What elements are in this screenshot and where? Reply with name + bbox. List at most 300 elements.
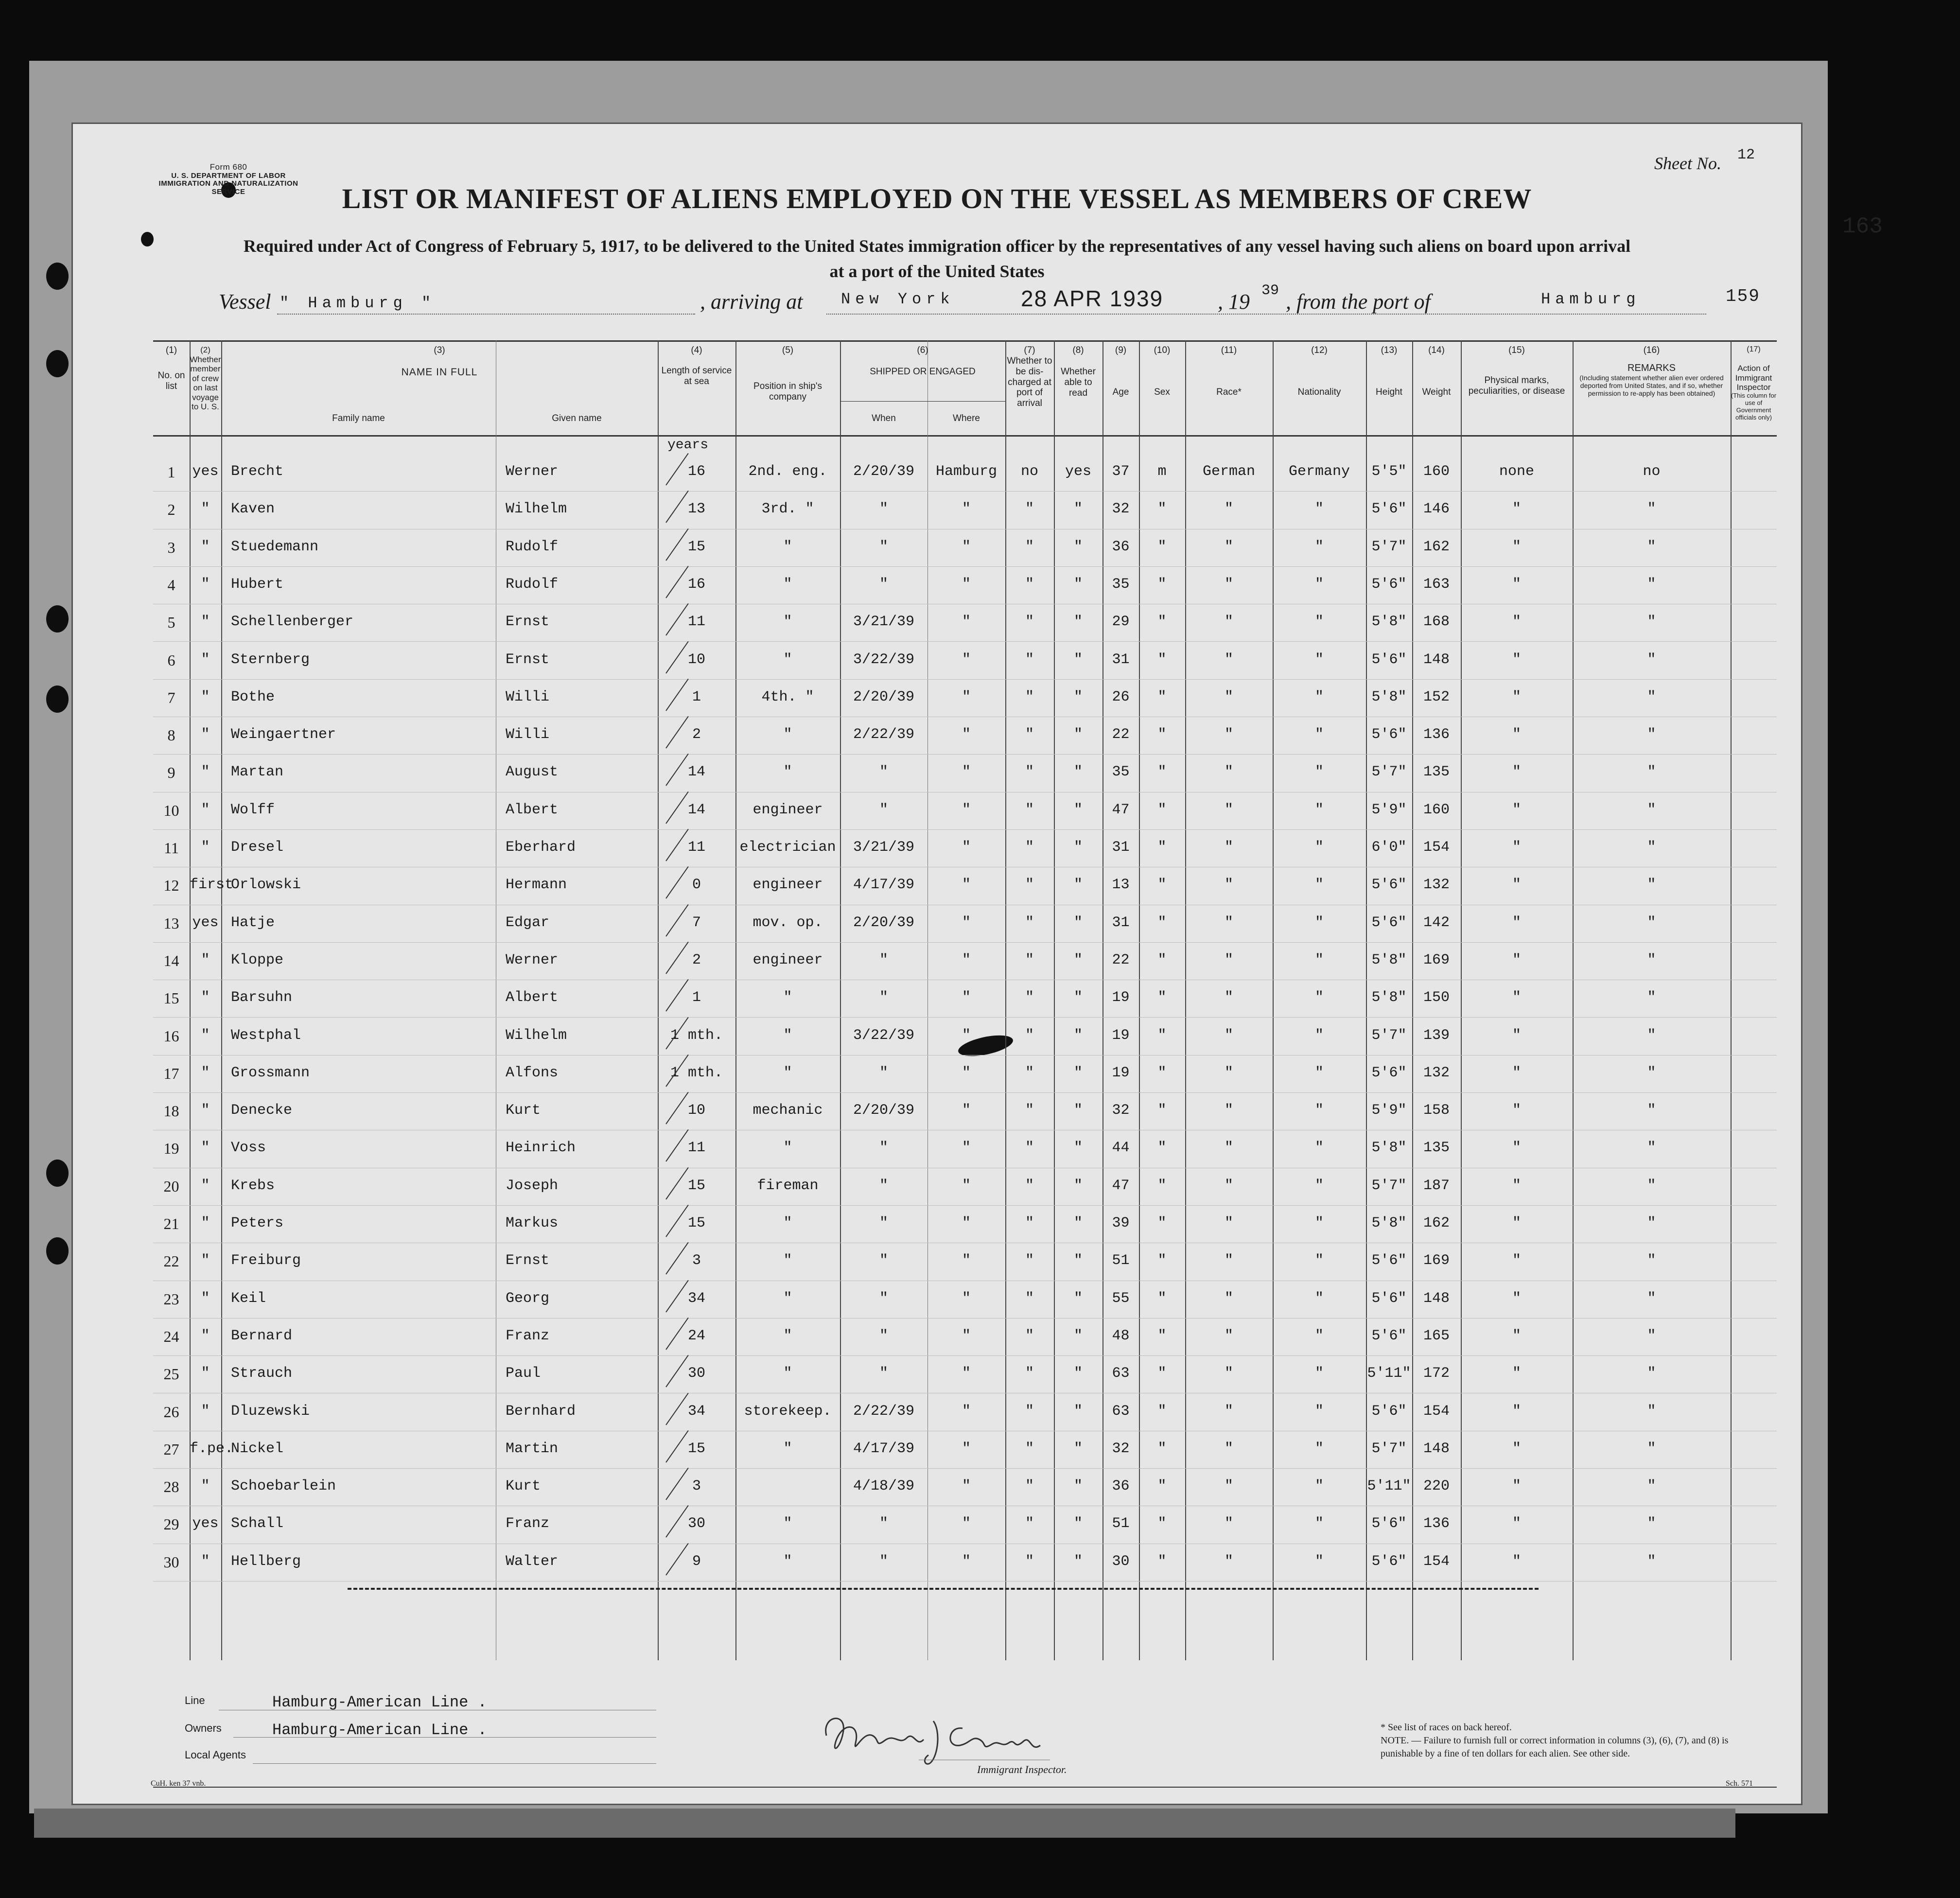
cell-when: ": [879, 951, 888, 968]
cell-position: 2nd. eng.: [748, 463, 827, 480]
cell-remarks: ": [1647, 1515, 1656, 1532]
cell-read: ": [1073, 1515, 1083, 1532]
cell-marks: ": [1512, 576, 1521, 593]
cell-discharged: no: [1020, 463, 1038, 480]
cell-height: 5'6": [1371, 1064, 1407, 1081]
cell-read: ": [1073, 1327, 1083, 1344]
cell-weight: 148: [1423, 1440, 1450, 1457]
table-bottom-rule: [153, 1787, 1777, 1788]
cell-sex: ": [1157, 1102, 1167, 1119]
cell-no: 18: [163, 1102, 179, 1120]
department-name: U. S. DEPARTMENT OF LABOR: [171, 171, 286, 180]
cell-weight: 150: [1423, 989, 1450, 1006]
cell-family: Bothe: [231, 688, 275, 705]
cell-weight: 132: [1423, 877, 1450, 894]
cell-nationality: ": [1314, 1027, 1324, 1044]
cell-sex: ": [1157, 1440, 1167, 1457]
col17-header: (17) Action of Immigrant Inspector (This column for use of Government officials only): [1731, 345, 1777, 421]
cell-race: ": [1224, 914, 1233, 931]
cell-given: Walter: [506, 1553, 559, 1570]
cell-read: ": [1073, 1177, 1083, 1194]
cell-discharged: ": [1025, 1027, 1034, 1044]
cell-where: ": [962, 1478, 971, 1495]
cell-when: ": [879, 989, 888, 1006]
edge-page-number: 163: [1842, 214, 1883, 239]
table-row: [153, 943, 1777, 981]
cell-no: 10: [163, 801, 179, 819]
cell-family: Sternberg: [231, 651, 310, 668]
cell-crew: ": [201, 1027, 210, 1044]
owners-value: Hamburg-American Line .: [272, 1721, 487, 1739]
cell-height: 5'11": [1367, 1365, 1411, 1382]
cell-sex: ": [1157, 1027, 1167, 1044]
cell-service: 2: [692, 951, 701, 968]
signature-icon: [817, 1702, 1069, 1770]
cell-service: 7: [692, 914, 701, 931]
cell-remarks: ": [1647, 1140, 1656, 1157]
cell-nationality: ": [1314, 1553, 1324, 1570]
table-row: [153, 1356, 1777, 1394]
row-rule: [153, 1355, 1777, 1356]
cell-weight: 187: [1423, 1177, 1450, 1194]
cell-crew: ": [201, 1553, 210, 1570]
cell-where: ": [962, 1027, 971, 1044]
row-rule: [153, 1205, 1777, 1206]
cell-weight: 154: [1423, 839, 1450, 856]
cell-given: Georg: [506, 1290, 550, 1307]
cell-position: ": [783, 614, 792, 631]
cell-crew: ": [201, 538, 210, 555]
cell-read: ": [1073, 1027, 1083, 1044]
cell-where: ": [962, 1064, 971, 1081]
cell-when: ": [879, 1290, 888, 1307]
cell-position: ": [783, 764, 792, 781]
table-row: [153, 1282, 1777, 1319]
cell-height: 5'6": [1371, 1515, 1407, 1532]
departure-port: Hamburg: [1541, 290, 1641, 308]
cell-race: ": [1224, 1027, 1233, 1044]
cell-service: 1 mth.: [670, 1064, 723, 1081]
cell-read: ": [1073, 576, 1083, 593]
cell-age: 31: [1112, 839, 1130, 856]
cell-family: Keil: [231, 1290, 266, 1307]
row-rule: [153, 1468, 1777, 1469]
cell-race: ": [1224, 1515, 1233, 1532]
cell-race: ": [1224, 1290, 1233, 1307]
cell-nationality: ": [1314, 1440, 1324, 1457]
cell-service: 11: [687, 839, 705, 856]
cell-service: 30: [687, 1515, 705, 1532]
cell-marks: ": [1512, 1252, 1521, 1269]
cell-weight: 162: [1423, 538, 1450, 555]
cell-discharged: ": [1025, 1403, 1034, 1420]
arriving-label: , arriving at: [700, 290, 803, 314]
cell-given: Rudolf: [506, 576, 559, 593]
cell-sex: ": [1157, 651, 1167, 668]
table-row: [153, 680, 1777, 718]
cell-sex: ": [1157, 1403, 1167, 1420]
cell-crew: ": [201, 764, 210, 781]
cell-position: ": [783, 1440, 792, 1457]
cell-discharged: ": [1025, 576, 1034, 593]
table-row: [153, 1056, 1777, 1093]
cell-family: Stuedemann: [231, 538, 319, 555]
cell-position: mov. op.: [752, 914, 823, 931]
cell-given: Willi: [506, 688, 550, 705]
cell-when: 4/17/39: [853, 1440, 915, 1457]
cell-weight: 135: [1423, 1140, 1450, 1157]
cell-race: ": [1224, 764, 1233, 781]
cell-discharged: ": [1025, 1327, 1034, 1344]
cell-read: ": [1073, 801, 1083, 818]
cell-sex: ": [1157, 1365, 1167, 1382]
cell-marks: ": [1512, 877, 1521, 894]
cell-family: Schall: [231, 1515, 284, 1532]
cell-given: Martin: [506, 1440, 559, 1457]
cell-read: ": [1073, 839, 1083, 856]
cell-crew: yes: [192, 914, 219, 931]
cell-given: Paul: [506, 1365, 541, 1382]
cell-position: ": [783, 726, 792, 743]
cell-no: 6: [167, 651, 175, 669]
cell-marks: ": [1512, 914, 1521, 931]
punch-hole-icon: [46, 1237, 69, 1265]
cell-height: 5'11": [1367, 1478, 1411, 1495]
cell-family: Dluzewski: [231, 1403, 310, 1420]
line-value: Hamburg-American Line .: [272, 1693, 487, 1711]
col7-header: (7) Whether to be dis-charged at port of arrival: [1007, 345, 1052, 409]
cell-service: 34: [687, 1290, 705, 1307]
cell-when: ": [879, 538, 888, 555]
cell-crew: ": [201, 1290, 210, 1307]
cell-family: Kaven: [231, 501, 275, 518]
cell-when: 3/22/39: [853, 651, 915, 668]
cell-race: ": [1224, 726, 1233, 743]
cell-family: Krebs: [231, 1177, 275, 1194]
cell-position: 3rd. ": [761, 501, 814, 518]
cell-position: ": [783, 1365, 792, 1382]
cell-nationality: ": [1314, 1327, 1324, 1344]
cell-age: 48: [1112, 1327, 1130, 1344]
cell-age: 36: [1112, 538, 1130, 555]
table-row: [153, 567, 1777, 605]
table-row: [153, 1469, 1777, 1507]
cell-given: Werner: [506, 463, 559, 480]
cell-nationality: ": [1314, 951, 1324, 968]
cell-service: 15: [687, 1440, 705, 1457]
cell-where: ": [962, 1440, 971, 1457]
cell-marks: ": [1512, 614, 1521, 631]
cell-discharged: ": [1025, 1102, 1034, 1119]
cell-when: 3/21/39: [853, 839, 915, 856]
cell-age: 19: [1112, 989, 1130, 1006]
cell-nationality: ": [1314, 1177, 1324, 1194]
cell-family: Strauch: [231, 1365, 293, 1382]
cell-marks: ": [1512, 688, 1521, 705]
cell-remarks: ": [1647, 1064, 1656, 1081]
cell-when: ": [879, 1177, 888, 1194]
cell-height: 5'7": [1371, 1027, 1407, 1044]
cell-marks: ": [1512, 801, 1521, 818]
cell-sex: ": [1157, 989, 1167, 1006]
cell-height: 5'8": [1371, 688, 1407, 705]
cell-read: ": [1073, 1064, 1083, 1081]
cell-remarks: ": [1647, 1403, 1656, 1420]
cell-age: 32: [1112, 1102, 1130, 1119]
cell-remarks: ": [1647, 1327, 1656, 1344]
cell-position: ": [783, 576, 792, 593]
crew-manifest-table: [153, 340, 1777, 1660]
cell-discharged: ": [1025, 726, 1034, 743]
cell-age: 55: [1112, 1290, 1130, 1307]
cell-marks: ": [1512, 1027, 1521, 1044]
cell-crew: ": [201, 576, 210, 593]
cell-family: Nickel: [231, 1440, 284, 1457]
col6-subrule: [840, 401, 1005, 402]
table-row: [153, 1019, 1777, 1056]
cell-position: ": [783, 1327, 792, 1344]
table-row: [153, 455, 1777, 492]
cell-nationality: ": [1314, 1102, 1324, 1119]
cell-discharged: ": [1025, 877, 1034, 894]
cell-no: 21: [163, 1215, 179, 1232]
cell-where: ": [962, 951, 971, 968]
row-rule: [153, 566, 1777, 567]
cell-weight: 136: [1423, 726, 1450, 743]
cell-when: 3/21/39: [853, 614, 915, 631]
cell-race: ": [1224, 576, 1233, 593]
cell-read: ": [1073, 538, 1083, 555]
cell-service: 30: [687, 1365, 705, 1382]
cell-marks: ": [1512, 501, 1521, 518]
page-subtitle-continued: at a port of the United States: [829, 262, 1045, 281]
cell-remarks: ": [1647, 501, 1656, 518]
cell-remarks: ": [1647, 576, 1656, 593]
cell-no: 5: [167, 614, 175, 632]
cell-crew: ": [201, 1102, 210, 1119]
cell-remarks: ": [1647, 1440, 1656, 1457]
cell-where: Hamburg: [935, 463, 998, 480]
cell-sex: ": [1157, 839, 1167, 856]
cell-read: ": [1073, 1440, 1083, 1457]
cell-family: Denecke: [231, 1102, 293, 1119]
cell-where: ": [962, 576, 971, 593]
cell-read: ": [1073, 1290, 1083, 1307]
cell-age: 35: [1112, 576, 1130, 593]
cell-weight: 168: [1423, 614, 1450, 631]
table-row: [153, 492, 1777, 529]
owners-label: Owners: [185, 1722, 222, 1734]
list-page-number: 159: [1726, 286, 1760, 306]
cell-height: 5'8": [1371, 1140, 1407, 1157]
cell-discharged: ": [1025, 1252, 1034, 1269]
row-rule: [153, 641, 1777, 642]
cell-family: Schoebarlein: [231, 1478, 336, 1495]
cell-family: Freiburg: [231, 1252, 301, 1269]
cell-read: ": [1073, 688, 1083, 705]
cell-no: 4: [167, 576, 175, 594]
cell-family: Peters: [231, 1215, 284, 1231]
cell-race: ": [1224, 1064, 1233, 1081]
cell-when: ": [879, 1064, 888, 1081]
punch-hole-icon: [46, 1160, 69, 1187]
cell-weight: 136: [1423, 1515, 1450, 1532]
cell-given: Wilhelm: [506, 1027, 567, 1044]
cell-sex: ": [1157, 538, 1167, 555]
cell-race: ": [1224, 501, 1233, 518]
cell-service: 13: [687, 501, 705, 518]
cell-height: 5'6": [1371, 1327, 1407, 1344]
cell-no: 14: [163, 951, 179, 969]
col15-header: (15) Physical marks, peculiarities, or disease: [1468, 345, 1565, 396]
from-label: , from the port of: [1286, 290, 1431, 314]
cell-discharged: ": [1025, 1478, 1034, 1495]
cell-age: 32: [1112, 501, 1130, 518]
cell-no: 13: [163, 914, 179, 932]
cell-given: Hermann: [506, 877, 567, 894]
cell-weight: 158: [1423, 1102, 1450, 1119]
cell-position: storekeep.: [744, 1403, 832, 1420]
cell-age: 19: [1112, 1064, 1130, 1081]
cell-marks: ": [1512, 989, 1521, 1006]
cell-family: Barsuhn: [231, 989, 293, 1006]
cell-when: 2/22/39: [853, 1403, 915, 1420]
cell-weight: 162: [1423, 1215, 1450, 1231]
cell-position: fireman: [757, 1177, 819, 1194]
cell-marks: ": [1512, 839, 1521, 856]
cell-service: 16: [687, 576, 705, 593]
cell-where: ": [962, 877, 971, 894]
cell-crew: f.pe.: [190, 1440, 234, 1457]
cell-race: ": [1224, 688, 1233, 705]
cell-where: ": [962, 1252, 971, 1269]
cell-nationality: Germany: [1288, 463, 1350, 480]
cell-age: 44: [1112, 1140, 1130, 1157]
cell-sex: ": [1157, 801, 1167, 818]
cell-nationality: ": [1314, 538, 1324, 555]
cell-where: ": [962, 651, 971, 668]
cell-remarks: ": [1647, 839, 1656, 856]
cell-read: ": [1073, 914, 1083, 931]
cell-nationality: ": [1314, 1290, 1324, 1307]
cell-age: 19: [1112, 1027, 1130, 1044]
table-row: [153, 1244, 1777, 1281]
cell-discharged: ": [1025, 651, 1034, 668]
cell-position: engineer: [752, 877, 823, 894]
cell-remarks: ": [1647, 614, 1656, 631]
cell-when: ": [879, 1252, 888, 1269]
col10-header: (10) Sex: [1154, 345, 1171, 397]
cell-where: ": [962, 1327, 971, 1344]
service-name: IMMIGRATION AND NATURALIZATION SERVICE: [158, 179, 298, 196]
cell-when: ": [879, 1215, 888, 1231]
end-of-list-dashes: [348, 1588, 1539, 1590]
cell-sex: ": [1157, 914, 1167, 931]
cell-race: ": [1224, 1365, 1233, 1382]
cell-crew: ": [201, 501, 210, 518]
cell-read: ": [1073, 877, 1083, 894]
cell-height: 5'5": [1371, 463, 1407, 480]
cell-no: 7: [167, 688, 175, 706]
cell-when: 4/17/39: [853, 877, 915, 894]
row-rule: [153, 754, 1777, 755]
cell-weight: 169: [1423, 951, 1450, 968]
cell-read: ": [1073, 1252, 1083, 1269]
cell-no: 26: [163, 1403, 179, 1421]
sheet-number: [1654, 147, 1755, 174]
cell-read: ": [1073, 614, 1083, 631]
cell-age: 51: [1112, 1515, 1130, 1532]
cell-remarks: no: [1643, 463, 1661, 480]
cell-nationality: ": [1314, 1478, 1324, 1495]
cell-service: 16: [687, 463, 705, 480]
penalty-note: NOTE. — Failure to furnish full or correct information in columns (3), (6), (7), and (8) is punishable by a fine of ten dollars for each alien. See other side.: [1381, 1735, 1729, 1759]
cell-crew: ": [201, 1252, 210, 1269]
cell-when: ": [879, 764, 888, 781]
cell-weight: 132: [1423, 1064, 1450, 1081]
cell-nationality: ": [1314, 651, 1324, 668]
col5-header: (5) Position in ship's company: [753, 345, 822, 402]
cell-marks: ": [1512, 1440, 1521, 1457]
cell-nationality: ": [1314, 801, 1324, 818]
cell-service: 9: [692, 1553, 701, 1570]
cell-remarks: ": [1647, 1215, 1656, 1231]
cell-remarks: ": [1647, 726, 1656, 743]
cell-service: 2: [692, 726, 701, 743]
cell-when: ": [879, 1140, 888, 1157]
cell-weight: 148: [1423, 1290, 1450, 1307]
cell-age: 36: [1112, 1478, 1130, 1495]
cell-discharged: ": [1025, 501, 1034, 518]
cell-discharged: ": [1025, 989, 1034, 1006]
shipped-where-header: Where: [953, 413, 980, 423]
cell-no: 3: [167, 538, 175, 556]
cell-read: ": [1073, 951, 1083, 968]
cell-where: ": [962, 914, 971, 931]
cell-remarks: ": [1647, 1252, 1656, 1269]
cell-discharged: ": [1025, 1440, 1034, 1457]
cell-weight: 152: [1423, 688, 1450, 705]
cell-no: 19: [163, 1140, 179, 1158]
races-note: * See list of races on back hereof.: [1381, 1722, 1512, 1733]
cell-read: ": [1073, 501, 1083, 518]
cell-position: ": [783, 1515, 792, 1532]
cell-given: Wilhelm: [506, 501, 567, 518]
table-row: [153, 906, 1777, 943]
cell-nationality: ": [1314, 1064, 1324, 1081]
page-subtitle: Required under Act of Congress of February 5, 1917, to be delivered to the United States immigration officer by the representatives of any vessel having such aliens on board upon arrival: [243, 236, 1631, 256]
cell-height: 6'0": [1371, 839, 1407, 856]
cell-weight: 135: [1423, 764, 1450, 781]
cell-discharged: ": [1025, 1515, 1034, 1532]
cell-no: 20: [163, 1177, 179, 1195]
cell-given: Franz: [506, 1515, 550, 1532]
cell-marks: none: [1499, 463, 1534, 480]
cell-where: ": [962, 1553, 971, 1570]
cell-race: ": [1224, 801, 1233, 818]
cell-age: 22: [1112, 726, 1130, 743]
cell-remarks: ": [1647, 1290, 1656, 1307]
col3-header: (3) NAME IN FULL: [401, 345, 478, 378]
cell-read: ": [1073, 764, 1083, 781]
cell-service: 1: [692, 688, 701, 705]
cell-position: ": [783, 1027, 792, 1044]
cell-discharged: ": [1025, 1365, 1034, 1382]
cell-position: ": [783, 651, 792, 668]
cell-nationality: ": [1314, 576, 1324, 593]
cell-age: 47: [1112, 801, 1130, 818]
cell-remarks: ": [1647, 801, 1656, 818]
